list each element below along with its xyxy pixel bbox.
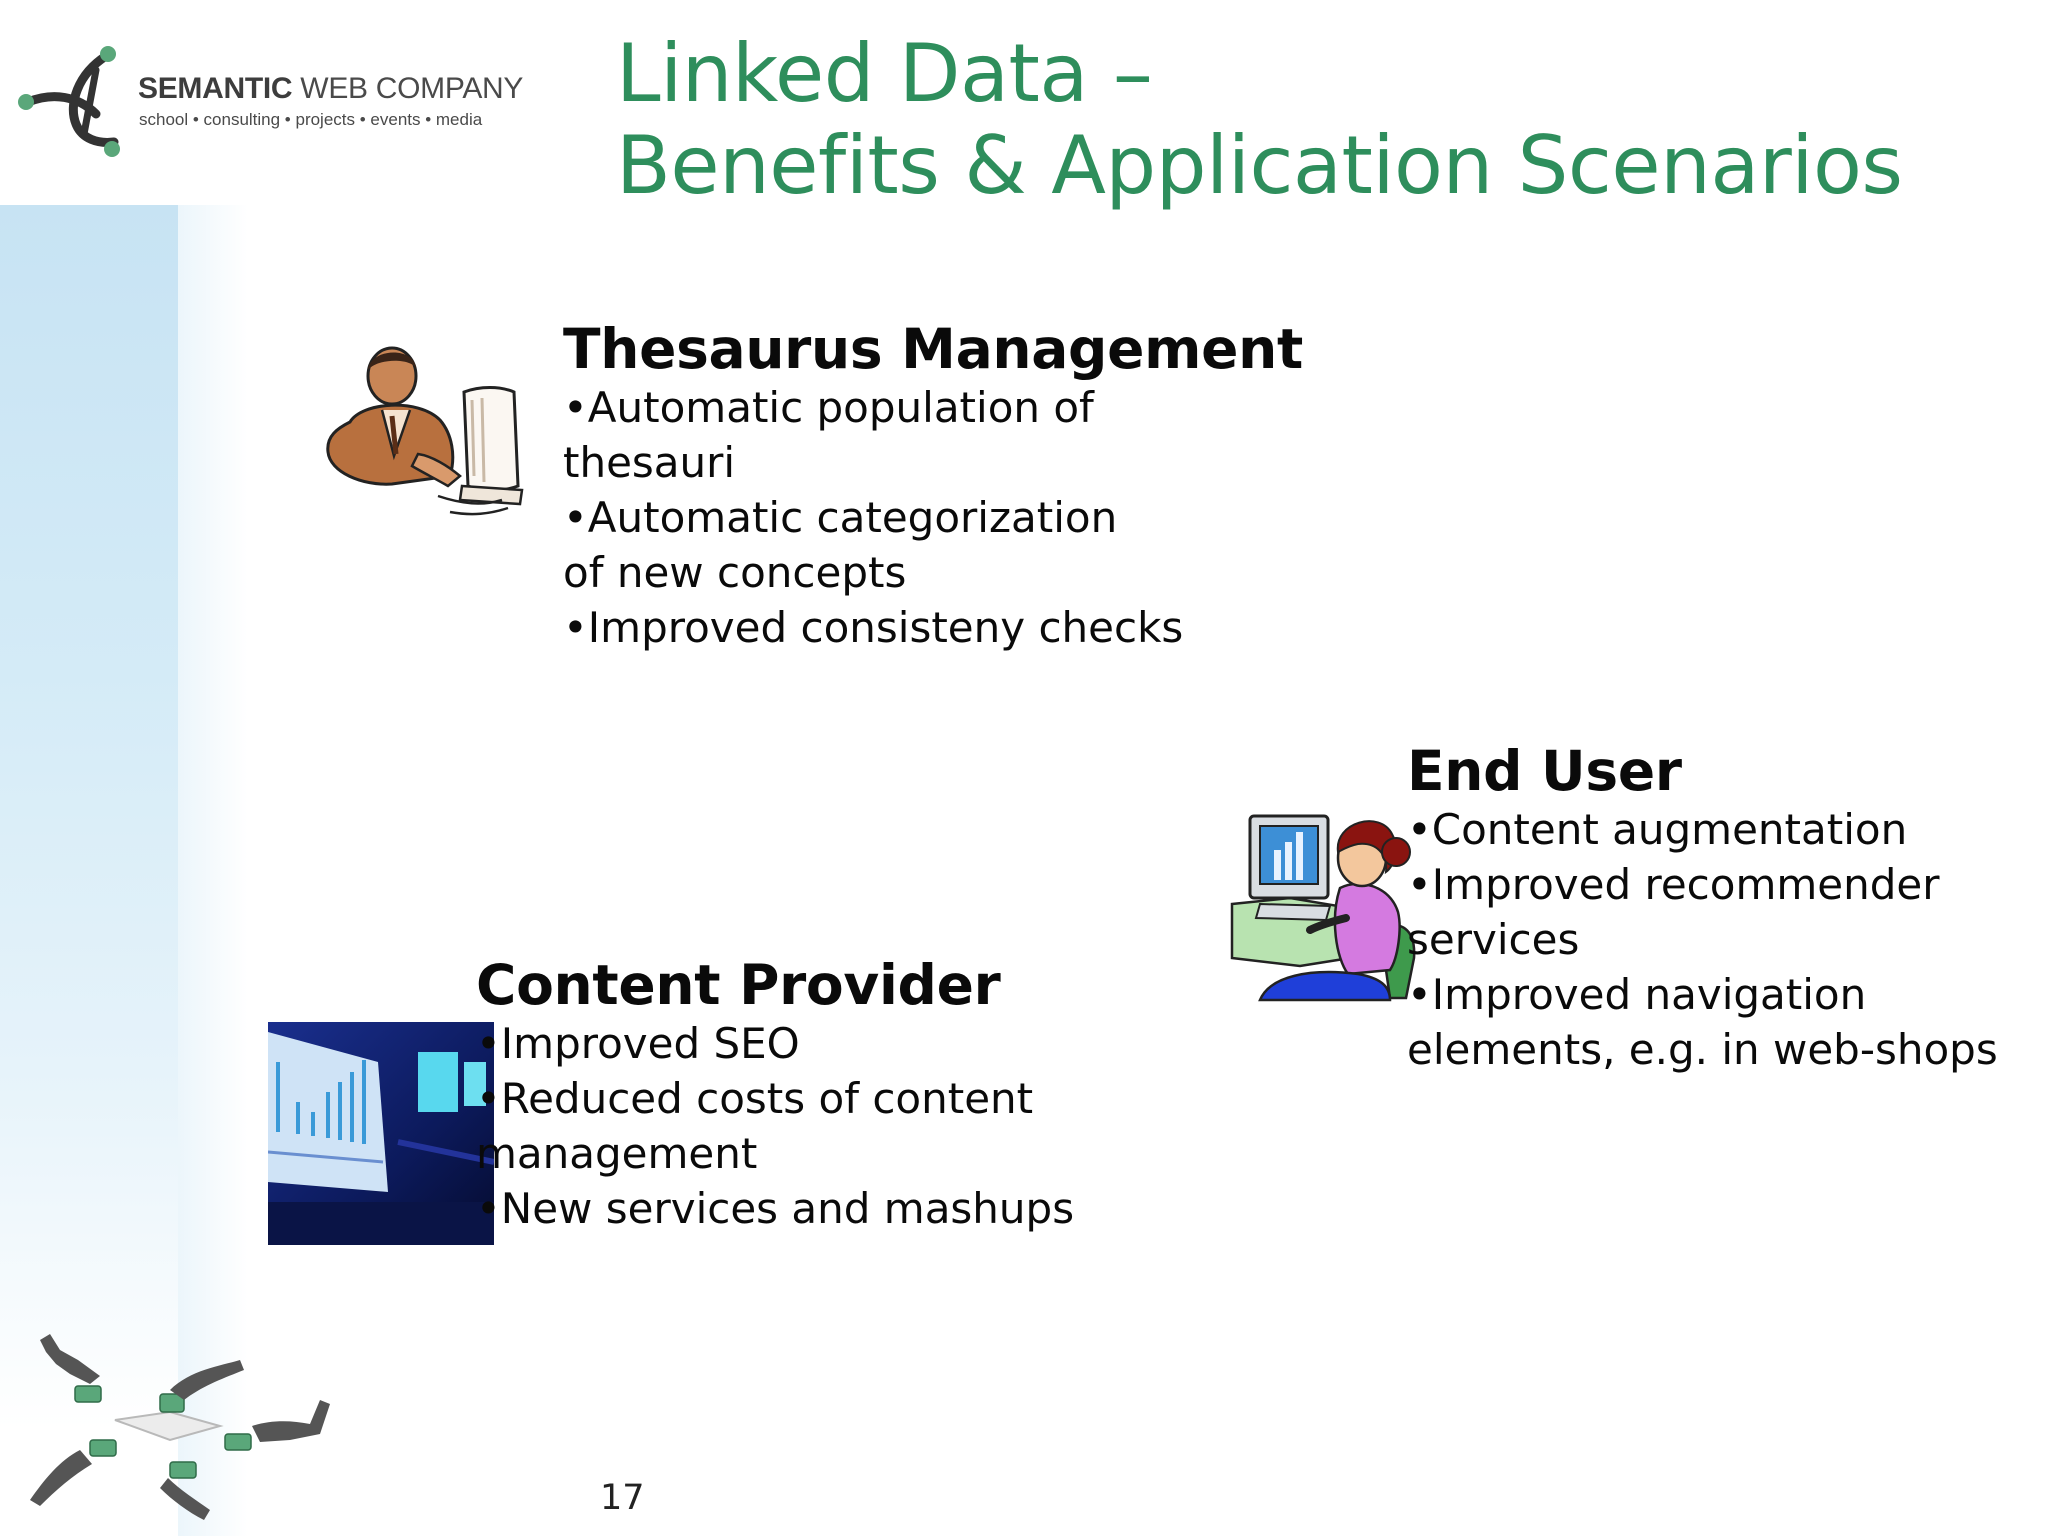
thesaurus-management-section — [563, 318, 1303, 655]
list-item: •Improved recommender services — [1407, 860, 1940, 964]
thesaurus-list — [563, 380, 1303, 655]
list-item: •Reduced costs of content management — [476, 1074, 1034, 1178]
content-provider-list — [476, 1016, 1074, 1236]
slide-title — [616, 28, 1903, 212]
end-user-heading: End User — [1407, 739, 1682, 803]
puzzle-skydivers-icon — [20, 1330, 350, 1530]
end-user-section — [1407, 740, 1998, 1077]
logo-tagline: school • consulting • projects • events • media — [139, 110, 483, 129]
logo-company-name: SEMANTIC WEB COMPANY — [138, 72, 524, 105]
content-provider-section — [476, 954, 1074, 1236]
page-number: 17 — [600, 1478, 645, 1518]
list-item: •Improved navigation elements, e.g. in web-shops — [1407, 970, 1998, 1074]
woman-at-computer-icon — [1230, 808, 1430, 1004]
semantic-web-logo-icon — [18, 44, 123, 164]
company-logo — [18, 44, 524, 164]
thesaurus-heading: Thesaurus Management — [563, 317, 1303, 381]
monitor-chart-photo-icon — [268, 1022, 494, 1245]
title-line-1: Linked Data – — [616, 27, 1153, 120]
list-item: •Automatic categorization of new concepts — [563, 493, 1118, 597]
content-provider-heading: Content Provider — [476, 953, 1001, 1017]
list-item: •New services and mashups — [476, 1184, 1075, 1233]
list-item: •Content augmentation — [1407, 805, 1908, 854]
man-at-computer-icon — [322, 336, 532, 536]
list-item: •Improved SEO — [476, 1019, 800, 1068]
list-item: •Improved consisteny checks — [563, 603, 1184, 652]
list-item: •Automatic population of thesauri — [563, 383, 1094, 487]
end-user-list — [1407, 802, 1998, 1077]
title-line-2: Benefits & Application Scenarios — [616, 119, 1903, 212]
